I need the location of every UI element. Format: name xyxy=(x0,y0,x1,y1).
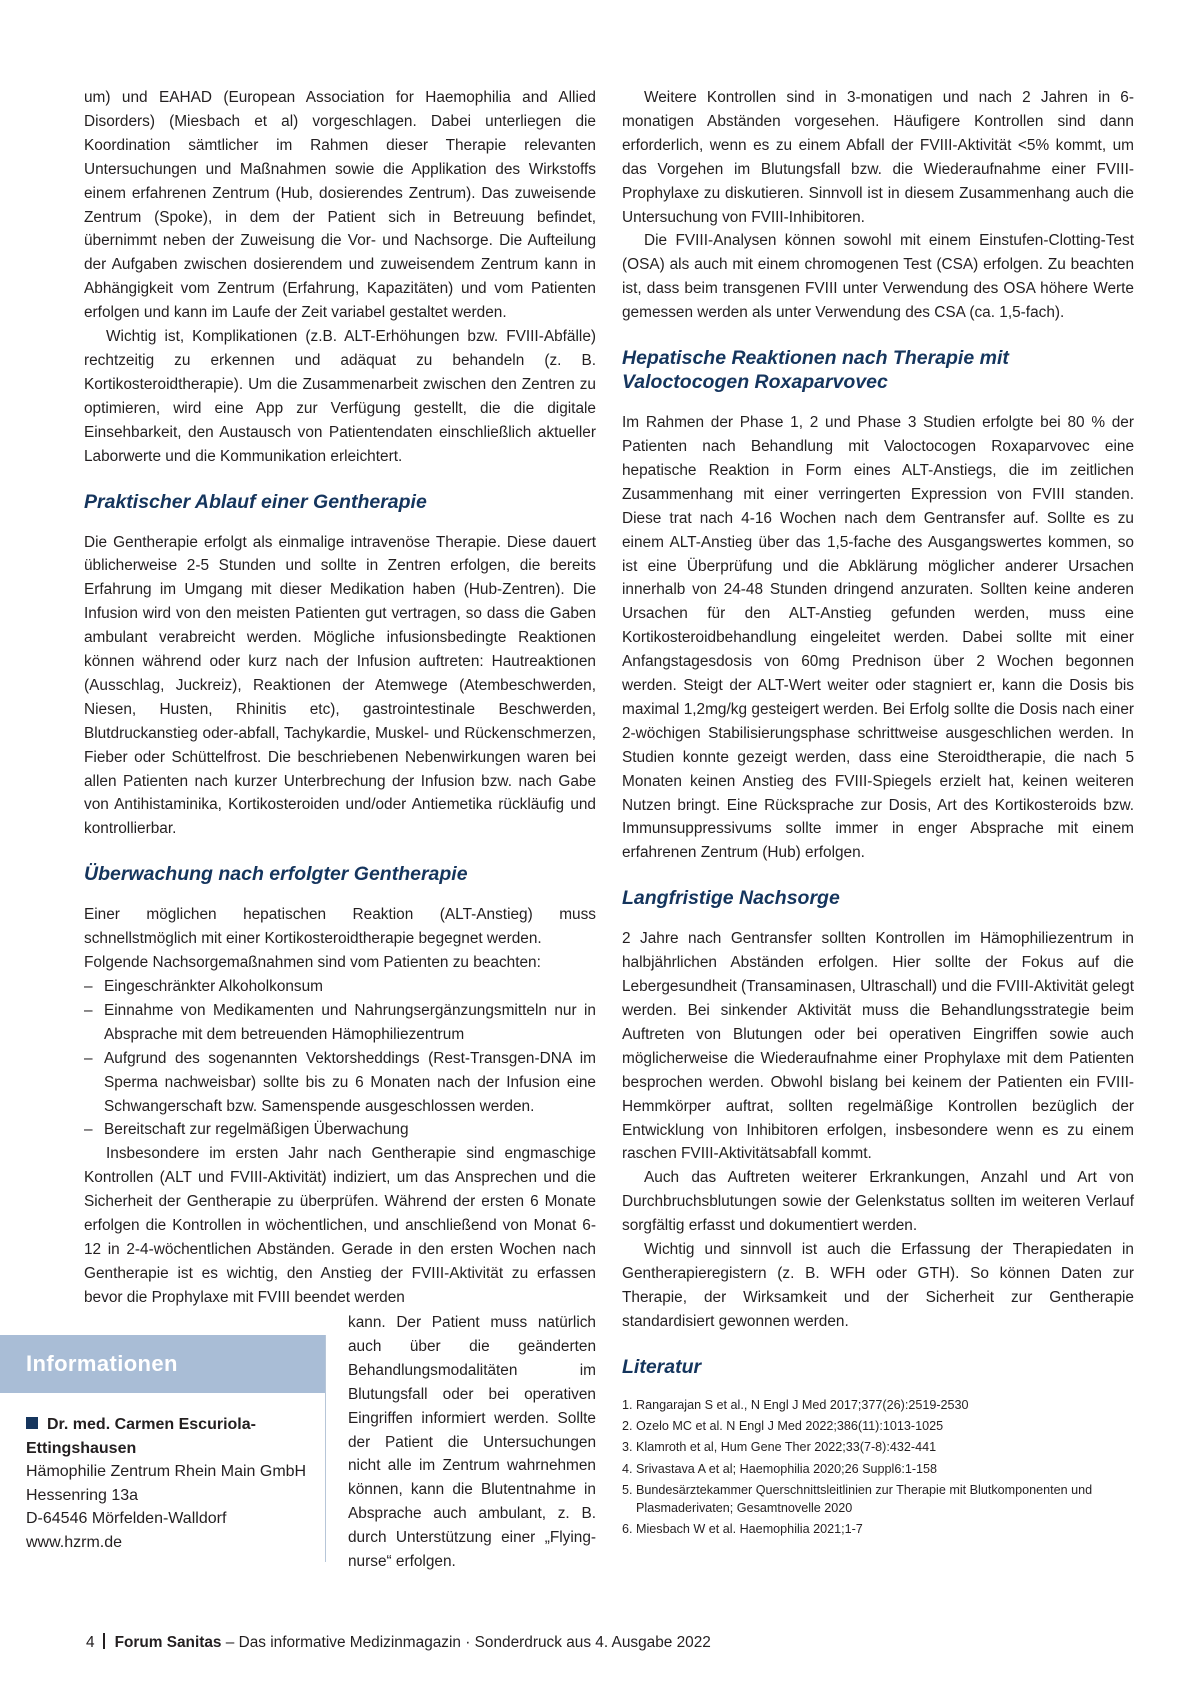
reference-item: 1. Rangarajan S et al., N Engl J Med 2017;377(26):2519-2530 xyxy=(622,1397,969,1412)
ueberwachung-paragraph-3: Insbesondere im ersten Jahr nach Gentherapie sind engmaschige Kontrollen (ALT und FVIII-Aktivität) indiziert, um das Ansprechen und die Sicherheit der Gentherapie zu überprüfen. Während der ersten 6 Monate erfolgen die Kontrollen in wöchentlichen, und anschließend von Monat 6-12 in 2-4-wöchentlichen Abständen. Gerade in den ersten Wochen nach Gentherapie ist es wichtig, den Anstieg der FVIII-Aktivität zu erfassen bevor die Prophylaxe mit FVIII beendet werden xyxy=(84,1145,596,1306)
info-box-title: Informationen xyxy=(0,1335,325,1393)
author-city: D-64546 Mörfelden-Walldorf xyxy=(26,1510,227,1527)
reference-item: 5. Bundesärztekammer Querschnittsleitlinien zur Therapie mit Blutkomponenten und Plasmaderivaten; Gesamtnovelle 2020 xyxy=(622,1482,1093,1516)
author-street: Hessenring 13a xyxy=(26,1486,139,1504)
square-bullet-icon xyxy=(26,1417,38,1429)
footer-divider xyxy=(103,1633,105,1649)
hepatisch-paragraph: Im Rahmen der Phase 1, 2 und Phase 3 Studien erfolgte bei 80 % der Patienten nach Behandlung mit Valoctocogen Roxaparvovec eine hepatische Reaktion in Form eines ALT-Anstiegs, die im zeitlichen Zusammenhang mit einer verringerten Expression von FVIII standen. Diese trat nach 4-16 Wochen nach dem Gentransfer auf. Sollte es zu einem ALT-Anstieg über das 1,5-fache des Ausgangswertes kommen, so ist eine Überprüfung und die Abklärung möglicher anderer Ursachen innerhalb von 24-48 Stunden dringend anzuraten. Sollten keine anderen Ursachen für den ALT-Anstieg gefunden werden, muss eine Kortikosteroidbehandlung eingeleitet werden. Dabei sollte mit einer Anfangstagesdosis von 60mg Prednison über 2 Wochen begonnen werden. Steigt der ALT-Wert weiter oder stagniert er, kann die Dosis bis maximal 1,2mg/kg gesteigert werden. Bei Erfolg sollte die Dosis nach einer 2-wöchigen Stabilisierungsphase schrittweise ausgeschlichen werden. In Studien konnte gezeigt werden, dass eine Steroidtherapie, die nach 5 Monaten keinen Anstieg des FVIII-Spiegels erzielt hat, keinen weiteren Nutzen bringt. Eine Rücksprache zur Dosis, Art des Kortikosteroids bzw. Immunsuppressivums sollte immer in enger Absprache mit einem erfahrenen Zentrum (Hub) erfolgen. xyxy=(622,414,1134,862)
nachsorge-list xyxy=(84,975,596,1142)
magazine-tagline: – Das informative Medizinmagazin · Sonderdruck aus 4. Ausgabe 2022 xyxy=(225,1634,711,1651)
info-box-body xyxy=(0,1393,325,1554)
page-footer xyxy=(86,1633,711,1652)
reference-list xyxy=(622,1396,1134,1539)
author-name xyxy=(26,1413,325,1437)
heading-langfristige-nachsorge: Langfristige Nachsorge xyxy=(622,887,840,910)
control-paragraph-1: Weitere Kontrollen sind in 3-monatigen und nach 2 Jahren in 6-monatigen Abständen vorgesehen. Häufigere Kontrollen sind dann erforderlich, wenn es zu einem Abfall der FVIII-Aktivität <5% kommt, um das Vorgehen im Blutungsfall bzw. die Wiederaufnahme einer FVIII-Prophylaxe zu diskutieren. Sinnvoll ist in diesem Zusammenhang auch die Untersuchung von FVIII-Inhibitoren. xyxy=(622,89,1134,226)
reference-item: 3. Klamroth et al, Hum Gene Ther 2022;33(7-8):432-441 xyxy=(622,1440,937,1455)
list-item: – Bereitschaft zur regelmäßigen Überwachung xyxy=(84,1118,596,1142)
list-item: – Eingeschränkter Alkoholkonsum xyxy=(84,975,596,999)
ablauf-paragraph: Die Gentherapie erfolgt als einmalige intravenöse Therapie. Diese dauert üblicherweise 2-5 Stunden und sollte in Zentren erfolgen, die bereits Erfahrung im Umgang mit dieser Medikation haben (Hub-Zentren). Die Infusion wird von den meisten Patienten gut vertragen, so dass die Gaben ambulant verabreicht werden. Mögliche infusionsbedingte Reaktionen können während oder kurz nach der Infusion auftreten: Hautreaktionen (Ausschlag, Juckreiz), Reaktionen der Atemwege (Atembeschwerden, Niesen, Husten, Rhinitis etc), gastrointestinale Beschwerden, Blutdruckanstieg oder-abfall, Tachykardie, Muskel- und Rückenschmerzen, Fieber oder Schüttelfrost. Die beschriebenen Nebenwirkungen waren bei allen Patienten nach kurzer Unterbrechung der Infusion bzw. nach Gabe von Antihistaminika, Kortikosteroiden und/oder Antiemetika rückläufig und kontrollierbar. xyxy=(84,533,596,838)
author-organization: Hämophilie Zentrum Rhein Main GmbH xyxy=(26,1463,307,1480)
reference-item: 6. Miesbach W et al. Haemophilia 2021;1-7 xyxy=(622,1522,863,1537)
right-column xyxy=(622,86,1134,1542)
list-item: – Aufgrund des sogenannten Vektorsheddings (Rest-Transgen-DNA im Sperma nachweisbar) sollte bis zu 6 Monaten nach der Infusion eine Schwangerschaft bzw. Samenspende ausgeschlossen werden. xyxy=(84,1047,596,1119)
left-column xyxy=(84,86,596,1310)
ueberwachung-paragraph-3-continued: kann. Der Patient muss natürlich auch über die geänderten Behandlungsmodalitäten im Blutungsfall oder bei operativen Eingriffen informiert werden. Sollte der Patient die Untersuchungen nicht alle im Zentrum wahrnehmen können, kann die Blutentnahme in Absprache auch ambulant, z. B. durch Unterstützung einer „Flying-nurse“ erfolgen. xyxy=(348,1314,596,1571)
list-item: – Einnahme von Medikamenten und Nahrungsergänzungsmitteln nur in Absprache mit dem betreuenden Hämophiliezentrum xyxy=(84,999,596,1047)
nachsorge-paragraph-3: Wichtig und sinnvoll ist auch die Erfassung der Therapiedaten in Gentherapieregistern (z. B. WFH oder GTH). So können Daten zur Therapie, der Wirksamkeit und der Sicherheit zur Gentherapie standardisiert gewonnen werden. xyxy=(622,1241,1134,1330)
heading-literatur: Literatur xyxy=(622,1355,702,1378)
author-website: www.hzrm.de xyxy=(26,1533,123,1551)
magazine-name: Forum Sanitas xyxy=(114,1634,222,1651)
intro-paragraph: um) und EAHAD (European Association for Haemophilia and Allied Disorders) (Miesbach et al) vorgeschlagen. Dabei unterliegen die Koordination sämtlicher im Rahmen dieser Therapie relevanten Untersuchungen und Maßnahmen sowie die Applikation des Wirkstoffs einem erfahrenen Zentrum (Hub, dosierendes Zentrum). Das zuweisende Zentrum (Spoke), in dem der Patient sich in Betreuung befindet, übernimmt neben der Zuweisung die Vor- und Nachsorge. Die Aufteilung der Aufgaben zwischen dosierendem und zuweisendem Zentrum kann in Abhängigkeit vom Zentrum (Erfahrung, Kapazitäten) und vom Patienten erfolgen und kann im Laufe der Zeit variabel gestaltet werden. xyxy=(84,89,596,322)
info-box xyxy=(0,1335,326,1562)
ueberwachung-paragraph-2: Folgende Nachsorgemaßnahmen sind vom Patienten zu beachten: xyxy=(84,954,541,972)
ueberwachung-paragraph-1: Einer möglichen hepatischen Reaktion (ALT-Anstieg) muss schnellstmöglich mit einer Kortikosteroidtherapie begegnet werden. xyxy=(84,906,596,948)
complications-paragraph: Wichtig ist, Komplikationen (z.B. ALT-Erhöhungen bzw. FVIII-Abfälle) rechtzeitig zu erkennen und adäquat zu behandeln (z. B. Kortikosteroidtherapie). Um die Zusammenarbeit zwischen den Zentren zu optimieren, wird eine App zur Verfügung gestellt, die die digitale Einsehbarkeit, den Austausch von Patientendaten einschließlich aktueller Laborwerte und die Kommunikation erleichtert. xyxy=(84,328,596,465)
nachsorge-paragraph-1: 2 Jahre nach Gentransfer sollten Kontrollen im Hämophiliezentrum in halbjährlichen Abständen erfolgen. Hier sollte der Fokus auf die Lebergesundheit (Transaminasen, Ultraschall) und die FVIII-Aktivität gelegt werden. Bei sinkender Aktivität muss die Behandlungsstrategie beim Auftreten von Blutungen oder bei operativen Eingriffen sowie auch möglicherweise die Wiederaufnahme einer Prophylaxe mit dem Patienten besprochen werden. Obwohl bislang bei keinem der Patienten ein FVIII-Hemmkörper auftrat, sollten regelmäßige Kontrollen bezüglich der Entwicklung von Inhibitoren erfolgen, insbesondere wenn es zu einem raschen FVIII-Aktivitätsabfall kommt. xyxy=(622,930,1134,1163)
heading-hepatische-reaktionen: Hepatische Reaktionen nach Therapie mit Valoctocogen Roxaparvovec xyxy=(622,347,1009,394)
control-paragraph-2: Die FVIII-Analysen können sowohl mit einem Einstufen-Clotting-Test (OSA) als auch mit einem chromogenen Test (CSA) erfolgen. Zu beachten ist, dass beim transgenen FVIII unter Verwendung des OSA höhere Werte gemessen werden als unter Verwendung des CSA (ca. 1,5-fach). xyxy=(622,232,1134,322)
reference-item: 4. Srivastava A et al; Haemophilia 2020;26 Suppl6:1-158 xyxy=(622,1461,938,1476)
page-number: 4 xyxy=(86,1634,95,1651)
heading-ueberwachung: Überwachung nach erfolgter Gentherapie xyxy=(84,863,468,886)
nachsorge-paragraph-2: Auch das Auftreten weiterer Erkrankungen, Anzahl und Art von Durchbruchsblutungen sowie der Gelenkstatus sollten im weiteren Verlauf sorgfältig erfasst und dokumentiert werden. xyxy=(622,1169,1134,1235)
author-name-line-2: Ettingshausen xyxy=(26,1439,137,1457)
author-name-line-1: Dr. med. Carmen Escuriola- xyxy=(47,1416,256,1433)
reference-item: 2. Ozelo MC et al. N Engl J Med 2022;386(11):1013-1025 xyxy=(622,1418,944,1433)
heading-praktischer-ablauf: Praktischer Ablauf einer Gentherapie xyxy=(84,490,427,513)
